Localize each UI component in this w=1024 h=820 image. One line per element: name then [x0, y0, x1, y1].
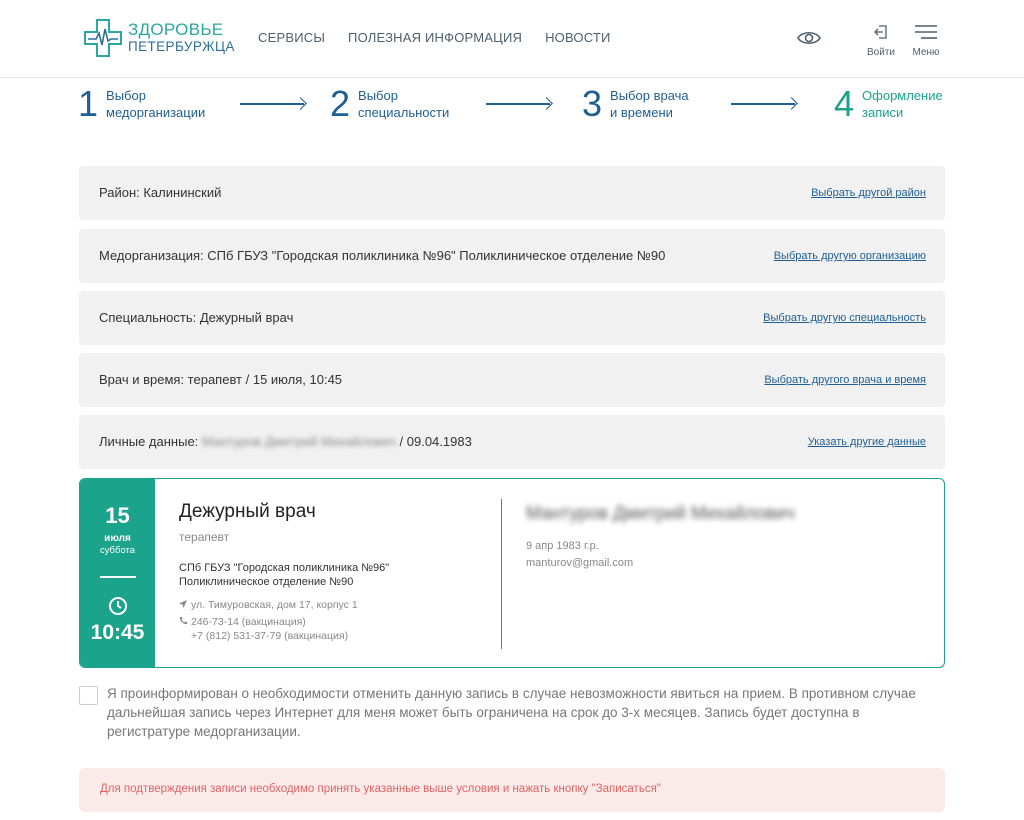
district-label: Район: Калининский	[99, 185, 222, 200]
menu-label: Меню	[912, 47, 940, 58]
agreement-checkbox[interactable]	[79, 686, 98, 705]
step-label-line1: Выбор	[106, 88, 146, 103]
site-header	[0, 0, 1024, 78]
appointment-card	[79, 478, 945, 668]
card-divider	[501, 499, 502, 649]
step-number: 1	[78, 83, 99, 124]
change-district-link[interactable]: Выбрать другой район	[811, 187, 926, 199]
doctor-position: терапевт	[179, 530, 230, 544]
doctor-specialty-title: Дежурный врач	[179, 501, 316, 522]
doctor-time-row	[79, 353, 945, 407]
organization-label: Медорганизация: СПб ГБУЗ "Городская поликлиника №96" Поликлиническое отделение №90	[99, 248, 666, 263]
nav-services[interactable]: СЕРВИСЫ	[258, 30, 326, 45]
confirmation-alert	[79, 768, 945, 812]
booking-steps	[78, 83, 948, 126]
step-label-line1: Выбор врача	[610, 88, 689, 103]
patient-name-blurred: Мантуров Дмитрий Михайлович	[526, 503, 795, 523]
step-label-line2: записи	[862, 105, 904, 120]
agreement-text: Я проинформирован о необходимости отменить данную запись в случае невозможности явиться на прием. В противном случае дальнейшая запись через Интернет для меня может быть ограничена на срок до 3-х месяцев. Запись будет доступна в регистратуре медорганизации.	[107, 686, 916, 739]
doctor-time-label: Врач и время: терапевт / 15 июля, 10:45	[99, 372, 343, 387]
step-label-line1: Выбор	[358, 88, 398, 103]
step-number: 2	[330, 83, 351, 124]
appointment-details	[179, 501, 489, 643]
specialty-label: Специальность: Дежурный врач	[99, 310, 294, 325]
logo-cross-icon	[84, 19, 122, 57]
personal-data-row	[79, 415, 945, 469]
organization-line2: Поликлиническое отделение №90	[179, 576, 354, 588]
step-label-line2: специальности	[358, 105, 450, 120]
appointment-date-panel	[80, 479, 155, 668]
agreement-block	[79, 684, 945, 741]
step-3[interactable]	[582, 83, 689, 124]
change-specialty-link[interactable]: Выбрать другую специальность	[763, 312, 926, 324]
change-doctor-time-link[interactable]: Выбрать другого врача и время	[764, 374, 926, 386]
logo-subtitle: ПЕТЕРБУРЖЦА	[128, 39, 235, 54]
address	[179, 599, 489, 611]
organization-row	[79, 229, 945, 283]
login-label: Войти	[867, 47, 895, 58]
appointment-time: 10:45	[90, 621, 145, 644]
nav-useful-info[interactable]: ПОЛЕЗНАЯ ИНФОРМАЦИЯ	[348, 30, 523, 45]
clock-icon	[80, 596, 155, 621]
phone-icon	[179, 615, 191, 643]
step-number: 3	[582, 83, 603, 124]
step-arrow	[731, 103, 795, 105]
step-label-line2: и времени	[610, 105, 673, 120]
step-4	[834, 83, 943, 124]
address-text: ул. Тимуровская, дом 17, корпус 1	[191, 599, 358, 611]
date-divider	[100, 576, 136, 578]
change-organization-link[interactable]: Выбрать другую организацию	[773, 250, 926, 262]
step-label-line1: Оформление	[862, 88, 943, 103]
personal-data-prefix: Личные данные:	[99, 434, 199, 449]
nav-news[interactable]: НОВОСТИ	[545, 30, 611, 45]
phone-2: +7 (812) 531-37-79 (вакцинация)	[191, 630, 349, 642]
alert-message: Для подтверждения записи необходимо принять указанные выше условия и нажать кнопку "Записаться"	[100, 783, 661, 795]
main-nav	[258, 30, 611, 45]
patient-dob: 9 апр 1983 г.р.	[526, 540, 599, 552]
appointment-month: июля	[104, 533, 131, 544]
specialty-row	[79, 291, 945, 345]
logo-title: ЗДОРОВЬЕ	[128, 20, 224, 39]
organization-line1: СПб ГБУЗ "Городская поликлиника №96"	[179, 562, 390, 574]
step-arrow	[486, 103, 550, 105]
step-label-line2: медорганизации	[106, 105, 206, 120]
district-row	[79, 166, 945, 220]
organization-name	[179, 561, 419, 589]
patient-email: manturov@gmail.com	[526, 557, 634, 569]
appointment-weekday: суббота	[99, 545, 136, 556]
change-personal-data-link[interactable]: Указать другие данные	[807, 436, 926, 448]
step-1[interactable]	[78, 83, 206, 124]
step-number: 4	[834, 83, 855, 124]
step-arrow	[240, 103, 304, 105]
site-logo[interactable]	[84, 19, 235, 57]
phone-1: 246-73-14 (вакцинация)	[191, 616, 306, 628]
patient-info	[526, 503, 795, 569]
personal-name-blurred: Мантуров Дмитрий Михайлович	[201, 434, 396, 449]
personal-data-dob: / 09.04.1983	[399, 434, 472, 449]
phones	[179, 615, 489, 643]
appointment-day: 15	[105, 503, 130, 528]
login-button[interactable]	[866, 24, 896, 58]
location-arrow-icon	[179, 599, 191, 611]
login-icon	[873, 27, 889, 44]
eye-icon[interactable]	[796, 27, 822, 49]
step-2[interactable]	[330, 83, 450, 124]
menu-button[interactable]	[910, 24, 942, 58]
menu-icon	[913, 27, 939, 44]
personal-data-label	[99, 434, 472, 449]
